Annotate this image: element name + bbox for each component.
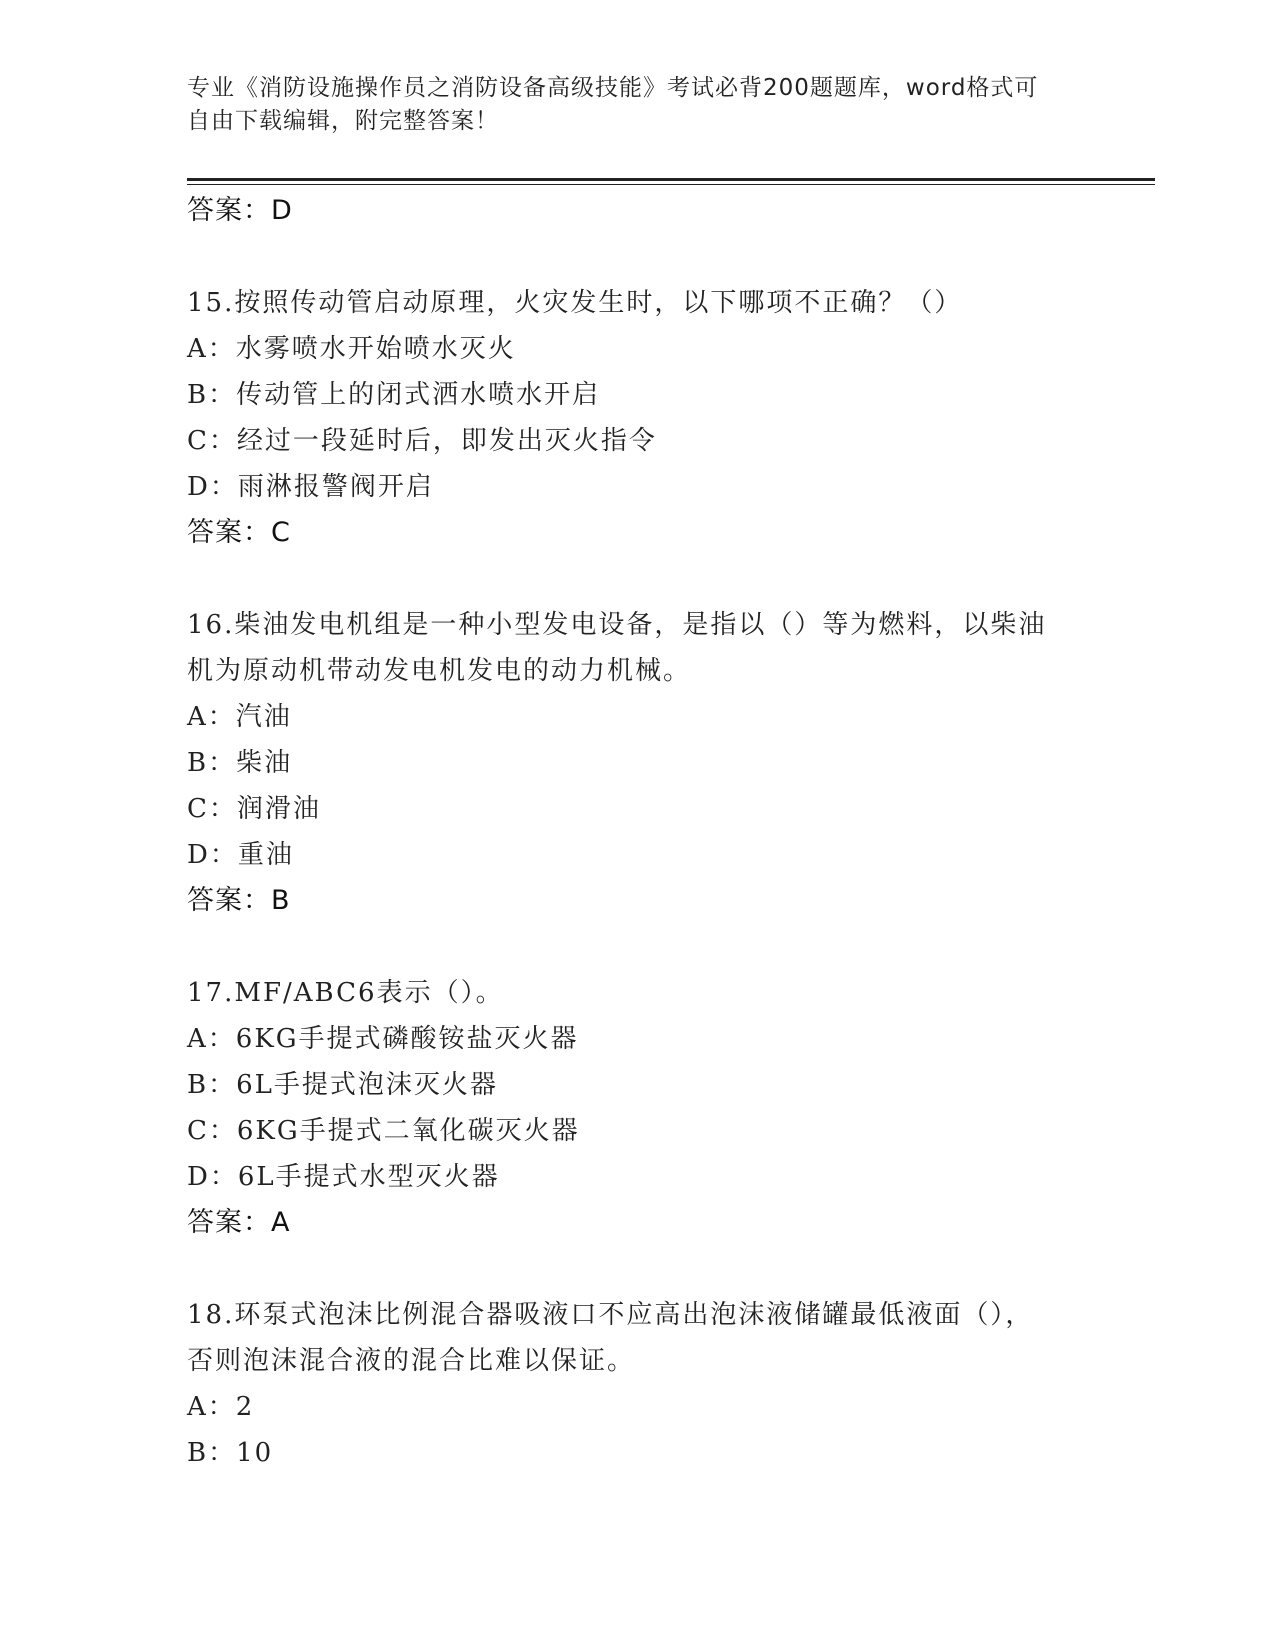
option-d: D：6L手提式水型灭火器 — [187, 1162, 500, 1192]
option-c: C：润滑油 — [187, 794, 321, 824]
option-b: B：柴油 — [187, 748, 293, 778]
option-a: A：汽油 — [187, 702, 292, 732]
question-16 — [187, 602, 1087, 924]
option-a: A：水雾喷水开始喷水灭火 — [187, 334, 516, 364]
option-d: D：重油 — [187, 840, 294, 870]
option-d: D：雨淋报警阀开启 — [187, 472, 434, 502]
spacer — [187, 556, 1087, 602]
question-15 — [187, 280, 1087, 556]
option-b: B：10 — [187, 1438, 274, 1468]
header-line-1: 专业《消防设施操作员之消防设备高级技能》考试必背200题题库，word格式可 — [187, 75, 1039, 101]
question-stem-cont: 否则泡沫混合液的混合比难以保证。 — [187, 1346, 636, 1376]
option-c: C：6KG手提式二氧化碳灭火器 — [187, 1116, 580, 1146]
spacer — [187, 1246, 1087, 1292]
answer-line: 答案：A — [187, 1207, 291, 1238]
spacer — [187, 234, 1087, 280]
option-b: B：6L手提式泡沫灭火器 — [187, 1070, 498, 1100]
header-line-2: 自由下载编辑，附完整答案！ — [187, 108, 499, 134]
option-b: B：传动管上的闭式洒水喷水开启 — [187, 380, 601, 410]
header-rule-thick — [187, 178, 1155, 181]
answer-line: 答案：D — [187, 195, 293, 226]
header-rule-thin — [187, 184, 1155, 185]
answer-line: 答案：C — [187, 517, 291, 548]
question-stem-cont: 机为原动机带动发电机发电的动力机械。 — [187, 656, 692, 686]
question-stem: 15.按照传动管启动原理，火灾发生时，以下哪项不正确？（） — [187, 288, 963, 318]
question-stem: 16.柴油发电机组是一种小型发电设备，是指以（）等为燃料，以柴油 — [187, 610, 1047, 640]
question-18 — [187, 1292, 1087, 1476]
option-a: A：2 — [187, 1392, 255, 1422]
spacer — [187, 924, 1087, 970]
question-17 — [187, 970, 1087, 1246]
document-header — [187, 72, 1067, 138]
question-stem: 17.MF/ABC6表示（）。 — [187, 978, 504, 1008]
answer-line: 答案：B — [187, 885, 291, 916]
question-stem: 18.环泵式泡沫比例混合器吸液口不应高出泡沫液储罐最低液面（）， — [187, 1300, 1034, 1330]
option-a: A：6KG手提式磷酸铵盐灭火器 — [187, 1024, 579, 1054]
document-body — [187, 188, 1087, 1476]
option-c: C：经过一段延时后，即发出灭火指令 — [187, 426, 657, 456]
